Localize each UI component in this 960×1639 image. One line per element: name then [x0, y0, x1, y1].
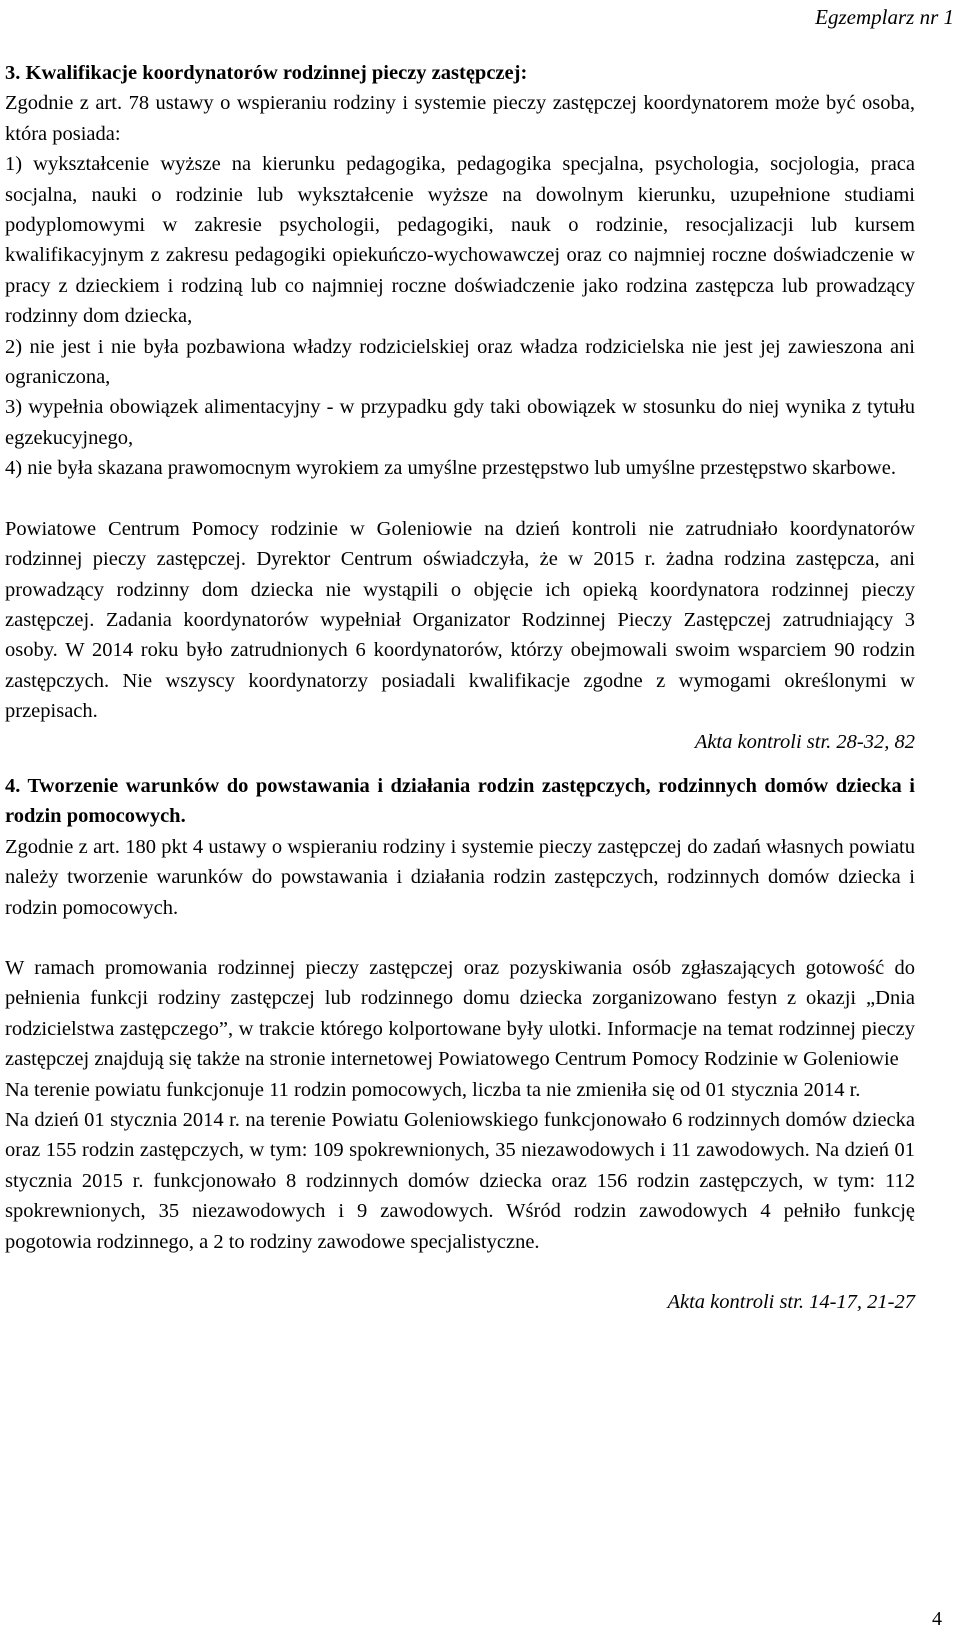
copy-label: Egzemplarz nr 1	[815, 5, 954, 29]
section-4-paragraph-1: W ramach promowania rodzinnej pieczy zastępczej oraz pozyskiwania osób zgłaszających gotowość do pełnienia funkcji rodziny zastępczej lub rodzinnego domu dziecka zorganizowano festyn z okazji „Dnia rodzicielstwa zastępczego”, w trakcie którego kolportowane były ulotki. Informacje na temat rodzinnej pieczy zastępczej znajdują się także na stronie internetowej Powiatowego Centrum Pomocy Rodzinie w Goleniowie	[5, 956, 915, 1071]
qualification-item-4: 4) nie była skazana prawomocnym wyrokiem za umyślne przestępstwo lub umyślne przestępstwo skarbowe.	[5, 457, 896, 480]
section-4-reference: Akta kontroli str. 14-17, 21-27	[667, 1291, 915, 1314]
section-4-heading: 4. Tworzenie warunków do powstawania i działania rodzin zastępczych, rodzinnych domów dziecka i rodzin pomocowych.	[5, 774, 915, 828]
section-3-reference: Akta kontroli str. 28-32, 82	[694, 730, 915, 753]
section-3-heading: 3. Kwalifikacje koordynatorów rodzinnej pieczy zastępczej:	[5, 62, 528, 84]
qualification-item-2: 2) nie jest i nie była pozbawiona władzy rodzicielskiej oraz władza rodzicielska nie jest jej zawieszona ani ograniczona,	[5, 335, 915, 389]
section-4-paragraph-3: Na dzień 01 stycznia 2014 r. na terenie Powiatu Goleniowskiego funkcjonowało 6 rodzinnych domów dziecka oraz 155 rodzin zastępczych, w tym: 109 spokrewnionych, 35 niezawodowych i 11 zawodowych. Na dzień 01 stycznia 2015 r. funkcjonowało 8 rodzinnych domów dziecka oraz 156 rodzin zastępczych, w tym: 112 spokrewnionych, 35 niezawodowych i 9 zawodowych. Wśród rodzin zawodowych 4 pełniło funkcję pogotowia rodzinnego, a 2 to rodziny zawodowe specjalistyczne.	[5, 1109, 915, 1253]
section-3-intro: Zgodnie z art. 78 ustawy o wspieraniu rodziny i systemie pieczy zastępczej koordynatorem może być osoba, która posiada:	[5, 92, 915, 145]
qualification-item-3: 3) wypełnia obowiązek alimentacyjny - w przypadku gdy taki obowiązek w stosunku do niej wynika z tytułu egzekucyjnego,	[5, 396, 915, 449]
section-4-intro: Zgodnie z art. 180 pkt 4 ustawy o wspieraniu rodziny i systemie pieczy zastępczej do zadań własnych powiatu należy tworzenie warunków do powstawania i działania rodzin zastępczych, rodzinnych domów dziecka i rodzin pomocowych.	[5, 835, 915, 919]
section-4-paragraph-2: Na terenie powiatu funkcjonuje 11 rodzin pomocowych, liczba ta nie zmieniła się od 01 stycznia 2014 r.	[5, 1078, 861, 1101]
qualification-item-1: 1) wykształcenie wyższe na kierunku pedagogika, pedagogika specjalna, psychologia, socjologia, praca socjalna, nauki o rodzinie lub wykształcenie wyższe na dowolnym kierunku, uzupełnione studiami podyplomowymi w zakresie psychologii, pedagogiki, nauk o rodzinie, resocjalizacji lub kursem kwalifikacyjnym z zakresu pedagogiki opiekuńczo-wychowawczej oraz co najmniej roczne doświadczenie w pracy z dzieckiem i rodziną lub co najmniej roczne doświadczenie jako rodzina zastępcza lub prowadzący rodzinny dom dziecka,	[5, 153, 915, 328]
document-body	[5, 58, 915, 1317]
section-3-finding: Powiatowe Centrum Pomocy rodzinie w Goleniowie na dzień kontroli nie zatrudniało koordynatorów rodzinnej pieczy zastępczej. Dyrektor Centrum oświadczyła, że w 2015 r. żadna rodzina zastępcza, ani prowadzący rodzinny dom dziecka nie wystąpili o objęcie ich opieką koordynatora rodzinnej pieczy zastępczej. Zadania koordynatorów wypełniał Organizator Rodzinnej Pieczy Zastępczej zatrudniający 3 osoby. W 2014 roku było zatrudnionych 6 koordynatorów, którzy obejmowali swoim wsparciem 90 rodzin zastępczych. Nie wszyscy koordynatorzy posiadali kwalifikacje zgodne z wymogami określonymi w przepisach.	[5, 517, 915, 723]
page-number: 4	[932, 1608, 942, 1630]
